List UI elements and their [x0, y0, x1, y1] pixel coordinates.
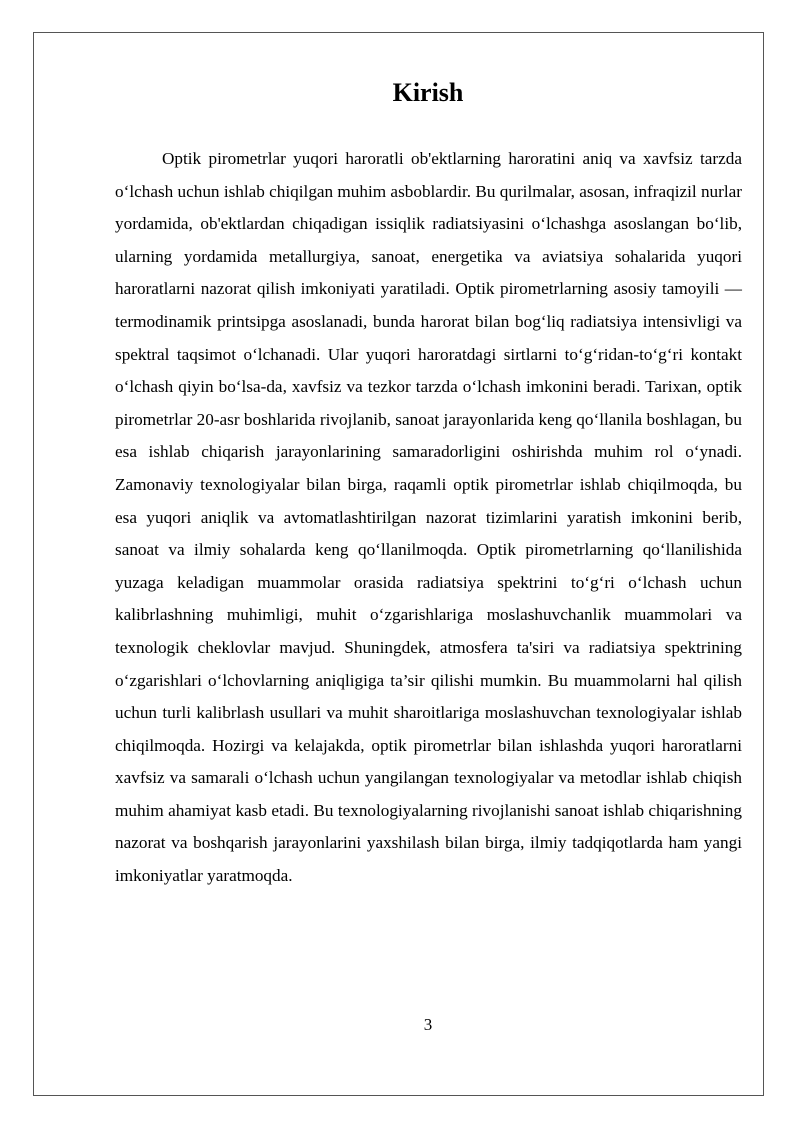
page-number: 3: [423, 1015, 433, 1034]
intro-paragraph: Optik pirometrlar yuqori haroratli ob'ektlarning haroratini aniq va xavfsiz tarzda o‘lchash uchun ishlab chiqilgan muhim asboblardir. Bu qurilmalar, asosan, infraqizil nurlar yordamida, ob'ektlardan chiqadigan issiqlik radiatsiyasini o‘lchashga asoslangan bo‘lib, ularning yordamida metallurgiya, sanoat, energetika va aviatsiya sohalarida yuqori haroratlarni nazorat qilish imkoniyati yaratiladi. Optik pirometrlarning asosiy tamoyili — termodinamik printsipga asoslanadi, bunda harorat bilan bog‘liq radiatsiya intensivligi va spektral taqsimot o‘lchanadi. Ular yuqori haroratdagi sirtlarni to‘g‘ridan-to‘g‘ri kontakt o‘lchash qiyin bo‘lsa-da, xavfsiz va tezkor tarzda o‘lchash imkonini beradi. Tarixan, optik pirometrlar 20-asr boshlarida rivojlanib, sanoat jarayonlarida keng qo‘llanila boshlagan, bu esa ishlab chiqarish jarayonlarining samaradorligini oshirishda muhim rol o‘ynadi. Zamonaviy texnologiyalar bilan birga, raqamli optik pirometrlar ishlab chiqilmoqda, bu esa yuqori aniqlik va avtomatlashtirilgan nazorat tizimlarini yaratish imkonini berib, sanoat va ilmiy sohalarda keng qo‘llanilmoqda. Optik pirometrlarning qo‘llanilishida yuzaga keladigan muammolar orasida radiatsiya spektrini to‘g‘ri o‘lchash uchun kalibrlashning muhimligi, muhit o‘zgarishlariga moslashuvchanlik muammolari va texnologik cheklovlar mavjud. Shuningdek, atmosfera ta'siri va radiatsiya spektrining o‘zgarishlari o‘lchovlarning aniqligiga ta’sir qilishi mumkin. Bu muammolarni hal qilish uchun turli kalibrlash usullari va muhit sharoitlariga moslashuvchan texnologiyalar ishlab chiqilmoqda. Hozirgi va kelajakda, optik pirometrlar bilan ishlashda yuqori haroratlarni xavfsiz va samarali o‘lchash uchun yangilangan texnologiyalar va metodlar ishlab chiqish muhim ahamiyat kasb etadi. Bu texnologiyalarning rivojlanishi sanoat ishlab chiqarishning nazorat va boshqarish jarayonlarini yaxshilash bilan birga, ilmiy tadqiqotlarda ham yangi imkoniyatlar yaratmoqda.: [115, 149, 742, 886]
page-title: Kirish: [392, 78, 464, 107]
